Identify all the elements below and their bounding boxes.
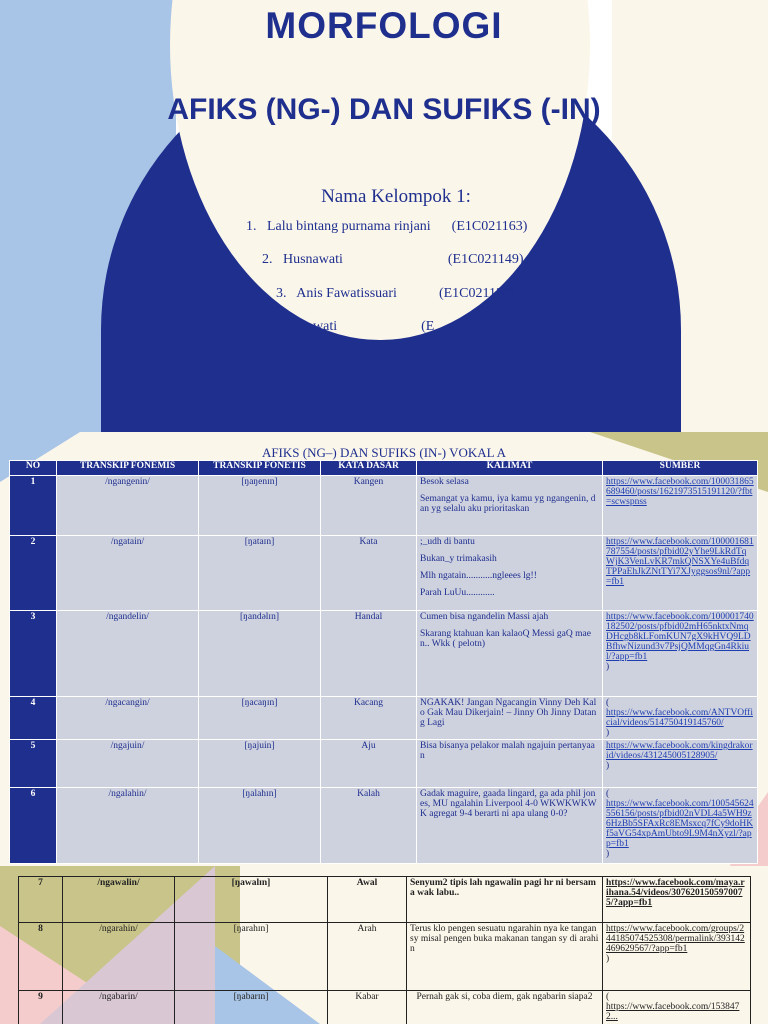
member-1: 1. Lalu bintang purnama rinjani (E1C021163) (246, 219, 528, 234)
source-paren: ( (606, 789, 610, 799)
row-sumber (603, 697, 758, 740)
kalimat-line: Bukan_y trimakasih (420, 554, 497, 564)
table-row (10, 476, 758, 536)
row-kalimat: Senyum2 tipis lah ngawalin pagi hr ni bersama wak labu.. (407, 877, 603, 923)
row-sumber (603, 788, 758, 864)
table-row (10, 740, 758, 788)
row-sumber (603, 536, 758, 611)
source-link[interactable]: https://www.facebook.com/1538472... (606, 1002, 740, 1022)
row-kalimat (417, 740, 603, 788)
row-fonetis: [ŋawalɪn] (175, 877, 328, 923)
group-label: Nama Kelompok 1: (321, 186, 471, 207)
row-kata-dasar: Kacang (321, 697, 417, 740)
kalimat-line: Mlh ngatain...........ngleees lg!! (420, 571, 537, 581)
row-fonetis: [ŋataɪn] (199, 536, 321, 611)
source-paren: ) (606, 954, 610, 964)
row-kalimat (417, 611, 603, 697)
row-kalimat: Pernah gak si, coba diem, gak ngabarin siapa2 (407, 991, 603, 1024)
row-sumber (603, 476, 758, 536)
table-row (19, 877, 751, 923)
table-row (10, 697, 758, 740)
source-link[interactable]: https://www.facebook.com/100545624556156/posts/pfbid02nVDL4a5WH9z6HzBb5SFAxRc8EMsxcq7fCy9doHKf5aVG54xpAmUbto9L9M4nXyzl/?app=fb1 (606, 799, 754, 849)
table-title: AFIKS (NG–) DAN SUFIKS (IN-) VOKAL A (261, 445, 507, 460)
row-kalimat (417, 476, 603, 536)
row-kata-dasar: Kabar (328, 991, 407, 1024)
row-kalimat (417, 788, 603, 864)
source-link[interactable]: https://www.facebook.com/ANTVOfficial/videos/514750419145760/ (606, 708, 753, 728)
source-paren: ) (606, 849, 610, 859)
header-sumber: SUMBER (603, 461, 758, 476)
kalimat-line: Parah LuUu............ (420, 588, 495, 598)
row-fonetis: [ŋalahɪn] (199, 788, 321, 864)
row-fonemis: /ngandelin/ (57, 611, 199, 697)
header-kata-dasar: KATA DASAR (321, 461, 417, 476)
member-2: 2. Husnawati (E1C021149) (262, 252, 524, 267)
row-kalimat (417, 536, 603, 611)
row-no: 4 (10, 697, 57, 740)
kalimat-line: Semangat ya kamu, iya kamu yg ngangenin, dan yg selalu aku prioritaskan (420, 494, 596, 514)
row-kata-dasar: Handal (321, 611, 417, 697)
table-row (19, 923, 751, 991)
slide-subtitle: AFIKS (NG-) DAN SUFIKS (-IN) (167, 93, 601, 126)
title-slide (0, 0, 768, 432)
kalimat-line: Skarang ktahuan kan kalaoQ Messi gaQ maen.. Wkk ( pelotn) (420, 629, 591, 649)
row-fonemis: /ngabarin/ (63, 991, 175, 1024)
source-paren: ) (606, 728, 610, 738)
header-fonetis: TRANSKIP FONETIS (199, 461, 321, 476)
row-fonemis: /ngalahin/ (57, 788, 199, 864)
kalimat-line: ;_udh di bantu (420, 537, 475, 547)
source-link[interactable]: https://www.facebook.com/100001740182502/posts/pfbid02mH65nktxNmqDHcgb8kLFomKUN7gX9kHVQ9LDBfhwNizund3v7PsjQMMqgGn4Rkiul/?app=fb1 (606, 612, 754, 662)
source-link[interactable]: https://www.facebook.com/100001681787554/posts/pfbid02yYhe9LkRdTqWjK3VenLvKR7mkQNSXYe4uBfdqTPPaEhJkZNtTYi7XJyggsos9nl/?app=fb1 (606, 537, 754, 587)
row-kata-dasar: Awal (328, 877, 407, 923)
source-paren: ( (606, 698, 610, 708)
table-row (10, 611, 758, 697)
kalimat-line: Bisa bisanya pelakor malah ngajuin pertanyaan (420, 741, 595, 761)
source-paren: ) (606, 662, 610, 672)
row-fonetis: [ŋacaŋɪn] (199, 697, 321, 740)
header-no: NO (10, 461, 57, 476)
row-no: 7 (19, 877, 63, 923)
row-fonetis: [ŋandəlɪn] (199, 611, 321, 697)
header-fonemis: TRANSKIP FONEMIS (57, 461, 199, 476)
row-no: 6 (10, 788, 57, 864)
table-header-row (10, 461, 758, 476)
row-sumber (603, 877, 751, 923)
row-fonetis: [ŋaŋenɪn] (199, 476, 321, 536)
row-no: 1 (10, 476, 57, 536)
kalimat-line: Gadak maguire, gaada lingard, ga ada phil jones, MU ngalahin Liverpool 4-0 WKWKWKWK agregat 9-4 berarti ni apa ulang 0-0? (420, 789, 597, 819)
source-link[interactable]: https://www.facebook.com/maya.rihana.54/videos/3076201505970075/?app=fb1 (606, 878, 745, 908)
row-fonemis: /ngatain/ (57, 536, 199, 611)
row-sumber (603, 923, 751, 991)
member-4: wati (E (313, 319, 435, 334)
row-kata-dasar: Kangen (321, 476, 417, 536)
row-fonetis: [ŋabarɪn] (175, 991, 328, 1024)
row-kata-dasar: Aju (321, 740, 417, 788)
row-kalimat: Terus klo pengen sesuatu ngarahin nya ke tangan sy misal pengen buka makanan tangan sy di arahin (407, 923, 603, 991)
row-kata-dasar: Kalah (321, 788, 417, 864)
table-row (19, 991, 751, 1024)
row-no: 5 (10, 740, 57, 788)
table-slide-1 (0, 432, 768, 866)
data-table-continued (18, 876, 751, 1024)
data-table (9, 460, 758, 864)
kalimat-line: Cumen bisa ngandelin Massi ajah (420, 612, 549, 622)
member-3: 3. Anis Fawatissuari (E1C021130) (276, 286, 515, 301)
table-row (10, 788, 758, 864)
row-kalimat (417, 697, 603, 740)
source-paren: ) (606, 761, 610, 771)
row-kata-dasar: Arah (328, 923, 407, 991)
row-fonemis: /ngacangin/ (57, 697, 199, 740)
source-link[interactable]: https://www.facebook.com/100031865689460/posts/1621973515191120/?fbt=scwspnss (606, 477, 754, 507)
source-link[interactable]: https://www.facebook.com/kingdrakorid/videos/431245005128905/ (606, 741, 753, 761)
row-kata-dasar: Kata (321, 536, 417, 611)
table-slide-2 (0, 866, 768, 1024)
row-fonemis: /ngarahin/ (63, 923, 175, 991)
row-no: 8 (19, 923, 63, 991)
row-no: 2 (10, 536, 57, 611)
row-no: 9 (19, 991, 63, 1024)
row-fonetis: [ŋajuin] (199, 740, 321, 788)
header-kalimat: KALIMAT (417, 461, 603, 476)
row-sumber (603, 611, 758, 697)
row-fonemis: /ngangenin/ (57, 476, 199, 536)
source-paren: ( (606, 992, 610, 1002)
kalimat-line: Besok selasa (420, 477, 469, 487)
row-fonemis: /ngawalin/ (63, 877, 175, 923)
kalimat-line: NGAKAK! Jangan Ngacangin Vinny Deh Kalo Gak Mau Dikerjain! – Jinny Oh Jinny Datang Lagi (420, 698, 597, 728)
row-fonetis: [ŋarahɪn] (175, 923, 328, 991)
row-sumber (603, 991, 751, 1024)
row-fonemis: /ngajuin/ (57, 740, 199, 788)
row-no: 3 (10, 611, 57, 697)
row-sumber (603, 740, 758, 788)
table-row (10, 536, 758, 611)
slide-title: MORFOLOGI (265, 5, 503, 46)
source-link[interactable]: https://www.facebook.com/groups/244185074525308/permalink/393142469629567/?app=fb1 (606, 924, 745, 954)
